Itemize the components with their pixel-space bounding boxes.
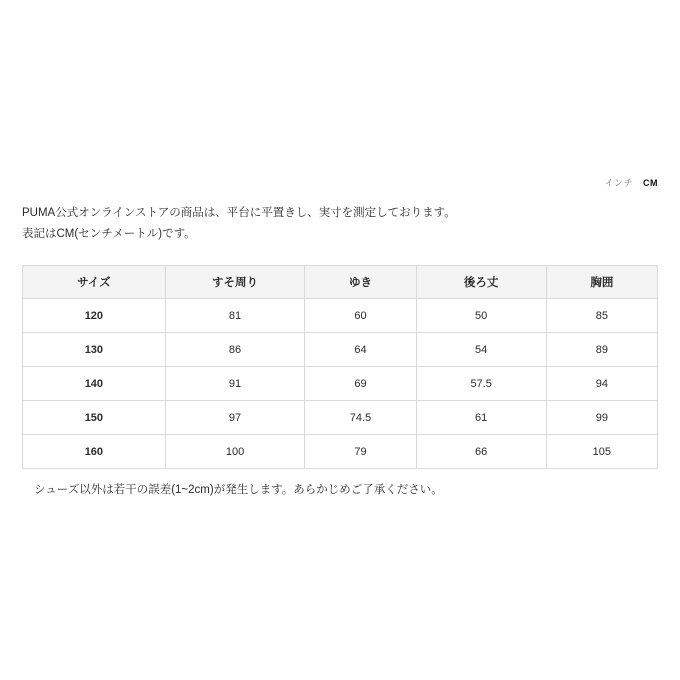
unit-cm-option[interactable]: CM: [643, 177, 658, 188]
cell-hem: 86: [165, 333, 305, 367]
cell-sleeve: 74.5: [305, 401, 416, 435]
table-row: [23, 367, 658, 401]
column-header-sleeve: ゆき: [305, 266, 416, 299]
cell-hem: 97: [165, 401, 305, 435]
cell-back-length: 61: [416, 401, 546, 435]
cell-sleeve: 60: [305, 299, 416, 333]
intro-line-2: 表記はCM(センチメートル)です。: [22, 228, 196, 241]
intro-line-1: PUMA公式オンラインストアの商品は、平台に平置きし、実寸を測定しております。: [22, 207, 456, 219]
column-header-hem: すそ周り: [165, 266, 305, 299]
size-table: [22, 265, 658, 469]
table-row: [23, 299, 658, 333]
cell-chest: 89: [546, 333, 657, 367]
cell-size: 160: [23, 435, 166, 469]
column-header-chest: 胸囲: [546, 266, 657, 299]
cell-sleeve: 79: [305, 435, 416, 469]
footnote-text: シューズ以外は若干の誤差(1~2cm)が発生します。あらかじめご了承ください。: [34, 484, 443, 496]
cell-size: 120: [23, 299, 166, 333]
cell-chest: 85: [546, 299, 657, 333]
table-row: [23, 333, 658, 367]
table-row: [23, 401, 658, 435]
cell-size: 140: [23, 367, 166, 401]
column-header-back-length: 後ろ丈: [416, 266, 546, 299]
column-header-size: サイズ: [23, 266, 166, 299]
intro-text: [22, 203, 658, 246]
cell-chest: 105: [546, 435, 657, 469]
cell-back-length: 54: [416, 333, 546, 367]
cell-back-length: 57.5: [416, 367, 546, 401]
cell-chest: 99: [546, 401, 657, 435]
cell-hem: 100: [165, 435, 305, 469]
cell-hem: 81: [165, 299, 305, 333]
size-table-wrapper: [22, 265, 658, 469]
cell-chest: 94: [546, 367, 657, 401]
cell-back-length: 50: [416, 299, 546, 333]
cell-size: 130: [23, 333, 166, 367]
size-table-head: [23, 266, 658, 299]
table-row: [23, 435, 658, 469]
table-header-row: [23, 266, 658, 299]
unit-toggle[interactable]: [604, 176, 658, 189]
cell-hem: 91: [165, 367, 305, 401]
unit-inch-option[interactable]: インチ: [604, 178, 633, 188]
size-table-body: [23, 299, 658, 469]
cell-back-length: 66: [416, 435, 546, 469]
cell-size: 150: [23, 401, 166, 435]
cell-sleeve: 64: [305, 333, 416, 367]
cell-sleeve: 69: [305, 367, 416, 401]
